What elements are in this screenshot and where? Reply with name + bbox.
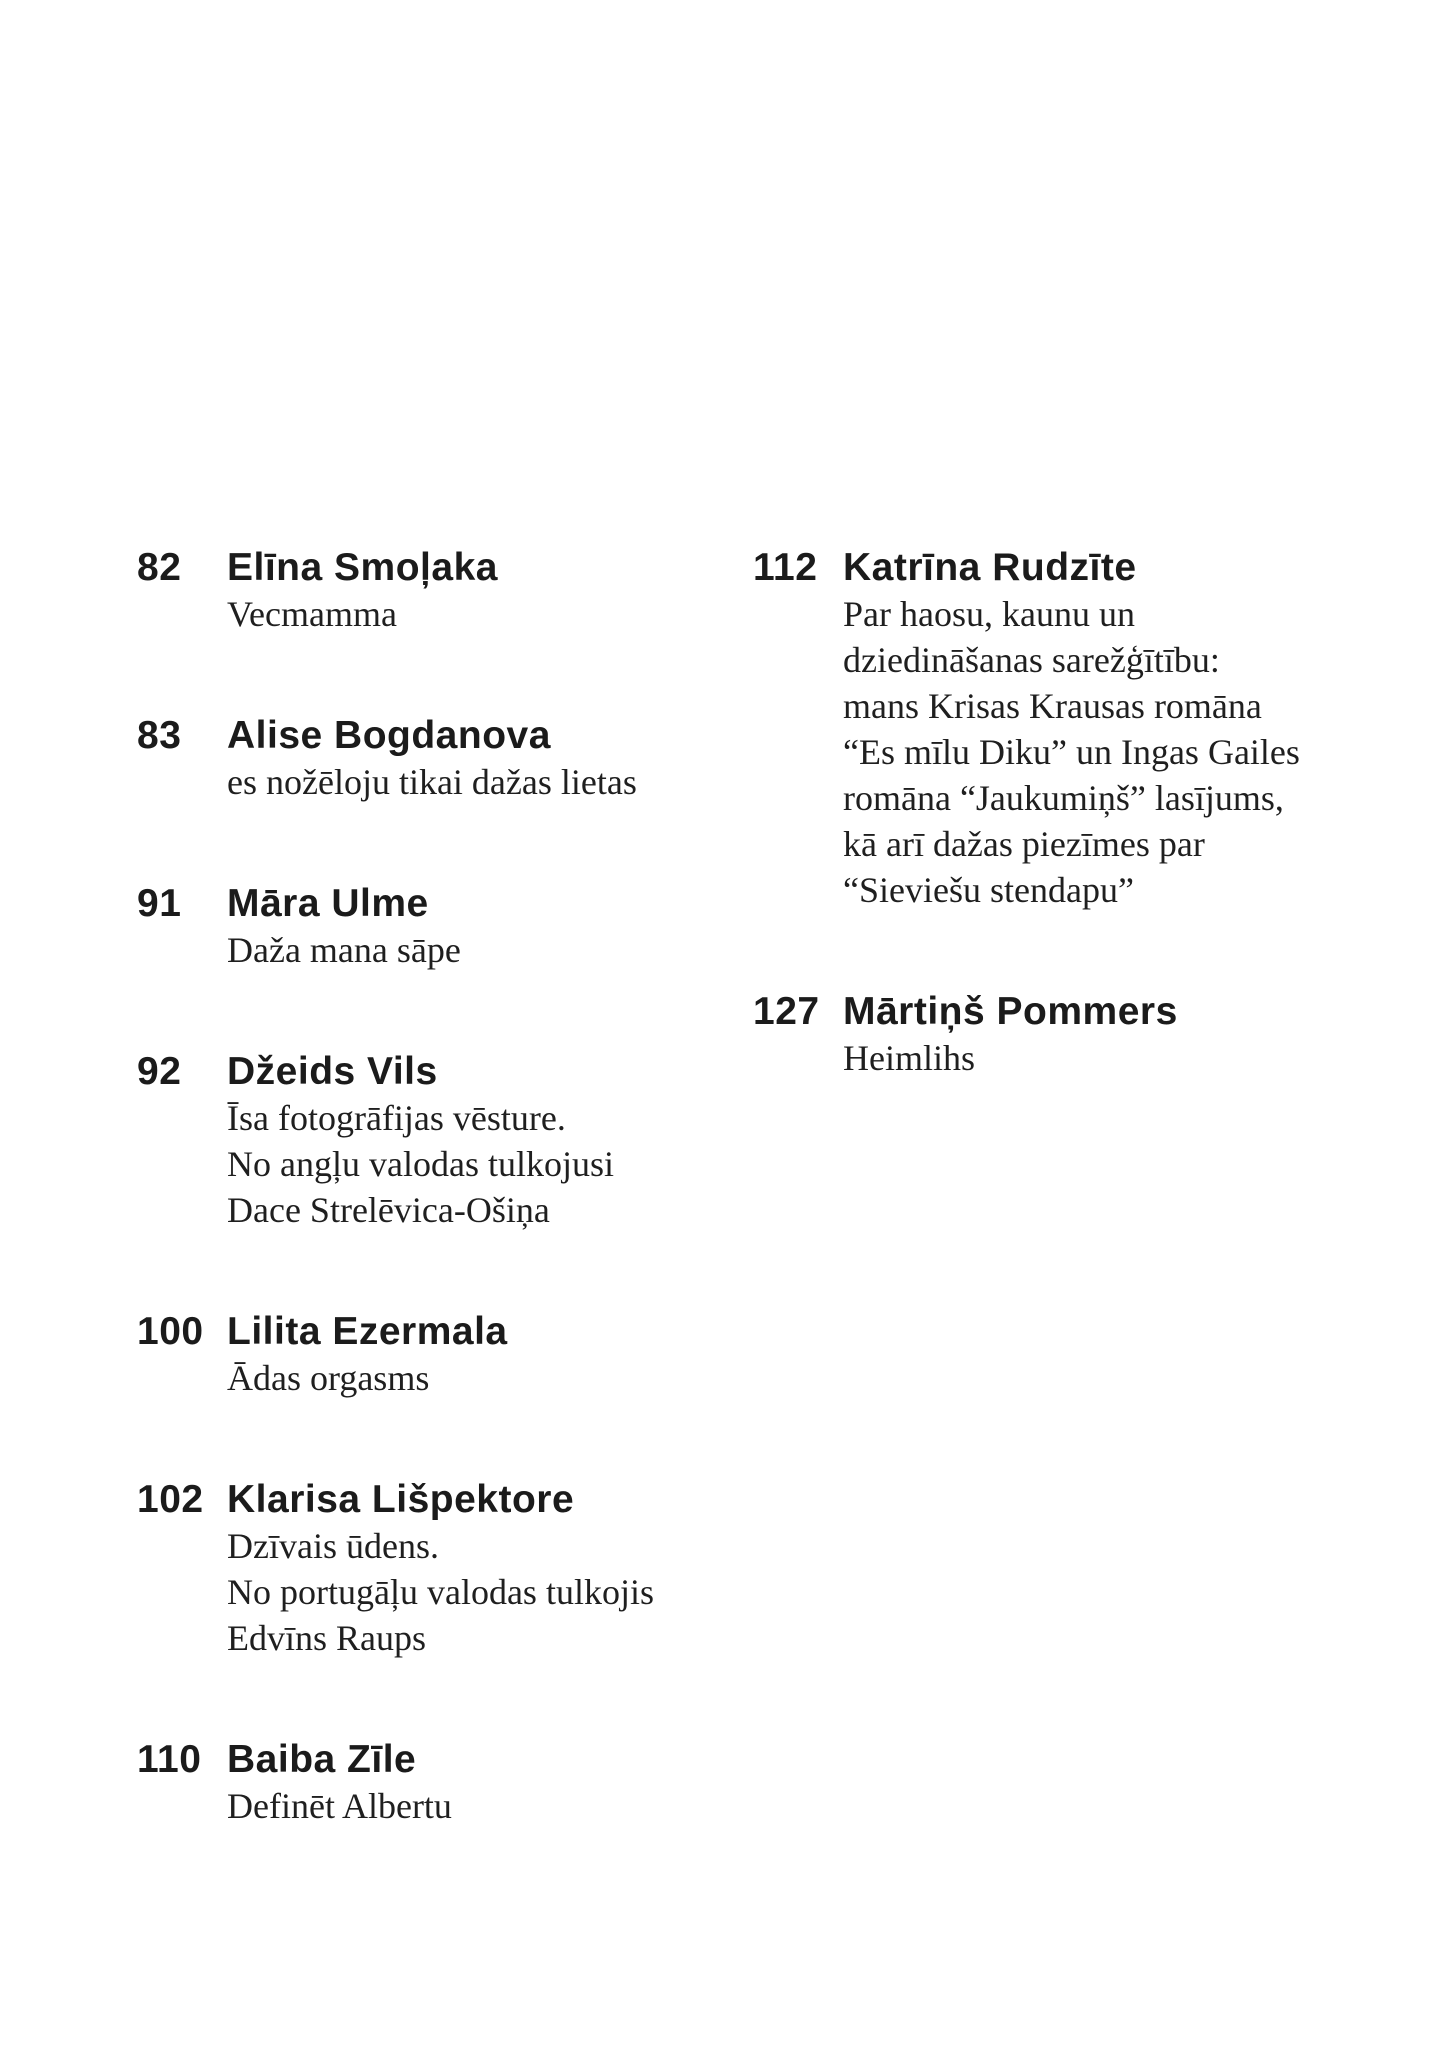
toc-entry — [137, 1477, 777, 1661]
work-title-line: Vecmamma — [227, 594, 397, 634]
work-title-line: Īsa fotogrāfijas vēsture. — [227, 1098, 566, 1138]
author-name: Klarisa Lišpektore — [227, 1478, 575, 1521]
work-title-line: No angļu valodas tulkojusi — [227, 1144, 614, 1184]
work-title-line: Daža mana sāpe — [227, 930, 461, 970]
page-number: 100 — [137, 1310, 204, 1353]
work-title-line: Ādas orgasms — [227, 1358, 430, 1398]
work-title-line: es nožēloju tikai dažas lietas — [227, 762, 637, 802]
work-title-line: Par haosu, kaunu un — [843, 594, 1135, 634]
toc-entry — [137, 881, 777, 973]
entry-body — [227, 1309, 777, 1401]
author-name: Elīna Smoļaka — [227, 546, 498, 589]
entry-body — [227, 881, 777, 973]
toc-entry — [753, 545, 1393, 913]
page-number: 110 — [137, 1738, 202, 1781]
work-title-line: Definēt Albertu — [227, 1786, 452, 1826]
toc-column-left — [137, 545, 777, 1905]
work-title-line: Edvīns Raups — [227, 1618, 427, 1658]
author-name: Alise Bogdanova — [227, 714, 551, 757]
work-title-line: Heimlihs — [843, 1038, 975, 1078]
page-number: 102 — [137, 1478, 204, 1521]
page-number: 112 — [753, 546, 818, 589]
author-name: Māra Ulme — [227, 882, 429, 925]
page-number: 92 — [137, 1050, 182, 1093]
author-name: Lilita Ezermala — [227, 1310, 508, 1353]
entry-body — [227, 1477, 777, 1661]
author-name: Mārtiņš Pommers — [843, 990, 1178, 1033]
author-name: Katrīna Rudzīte — [843, 546, 1137, 589]
entry-body — [843, 545, 1393, 913]
work-title-line: kā arī dažas piezīmes par — [843, 824, 1205, 864]
author-name: Džeids Vils — [227, 1050, 438, 1093]
entry-body — [227, 1049, 777, 1233]
toc-entry — [753, 989, 1393, 1081]
toc-entry — [137, 1309, 777, 1401]
entry-body — [227, 1737, 777, 1829]
toc-entry — [137, 545, 777, 637]
work-title-line: “Sieviešu stendapu” — [843, 870, 1134, 910]
work-title-line: Dace Strelēvica-Ošiņa — [227, 1190, 550, 1230]
toc-entry — [137, 1049, 777, 1233]
page-number: 127 — [753, 990, 820, 1033]
entry-body — [227, 713, 777, 805]
work-title-line: No portugāļu valodas tulkojis — [227, 1572, 654, 1612]
toc-entry — [137, 713, 777, 805]
page-number: 91 — [137, 882, 182, 925]
entry-body — [227, 545, 777, 637]
author-name: Baiba Zīle — [227, 1738, 417, 1781]
page-number: 82 — [137, 546, 182, 589]
work-title-line: dziedināšanas sarežģītību: — [843, 640, 1220, 680]
work-title-line: mans Krisas Krausas romāna — [843, 686, 1262, 726]
toc-entry — [137, 1737, 777, 1829]
work-title-line: romāna “Jaukumiņš” lasījums, — [843, 778, 1284, 818]
toc-column-right — [753, 545, 1393, 1157]
page-number: 83 — [137, 714, 182, 757]
work-title-line: “Es mīlu Diku” un Ingas Gailes — [843, 732, 1300, 772]
work-title-line: Dzīvais ūdens. — [227, 1526, 439, 1566]
entry-body — [843, 989, 1393, 1081]
